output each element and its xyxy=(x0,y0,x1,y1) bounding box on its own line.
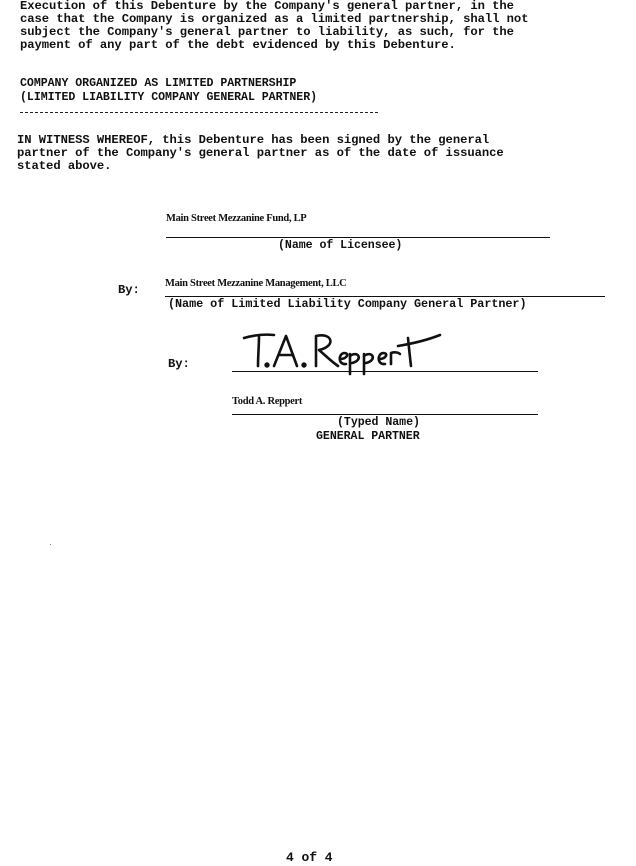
paragraph-line: payment of any part of the debt evidenced by this Debenture. xyxy=(20,38,456,52)
paragraph-line: subject the Company's general partner to liability, as such, for the xyxy=(20,25,514,39)
typed-name-line xyxy=(232,414,538,415)
typed-name: Todd A. Reppert xyxy=(232,396,303,407)
licensee-caption: (Name of Licensee) xyxy=(278,239,403,252)
by-label: By: xyxy=(168,357,190,371)
paragraph-line: stated above. xyxy=(17,159,112,173)
by-label: By: xyxy=(118,283,140,297)
signer-title: GENERAL PARTNER xyxy=(316,430,420,443)
handwritten-signature xyxy=(240,326,445,376)
llc-name: Main Street Mezzanine Management, LLC xyxy=(165,278,347,289)
heading-line: COMPANY ORGANIZED AS LIMITED PARTNERSHIP xyxy=(20,77,297,90)
scan-speck xyxy=(50,544,51,545)
signature-line xyxy=(232,371,538,372)
dashed-divider xyxy=(20,112,378,113)
paragraph-line: IN WITNESS WHEREOF, this Debenture has been signed by the general xyxy=(17,133,490,147)
paragraph-line: case that the Company is organized as a limited partnership, shall not xyxy=(20,12,529,26)
heading-line: (LIMITED LIABILITY COMPANY GENERAL PARTNER) xyxy=(20,91,318,104)
paragraph-line: partner of the Company's general partner as of the date of issuance xyxy=(17,146,504,160)
llc-caption: (Name of Limited Liability Company General Partner) xyxy=(168,297,527,311)
paragraph-line: Execution of this Debenture by the Company's general partner, in the xyxy=(20,0,514,13)
licensee-name: Main Street Mezzanine Fund, LP xyxy=(166,213,307,224)
typed-name-caption: (Typed Name) xyxy=(337,416,420,429)
page-number: 4 of 4 xyxy=(286,850,333,865)
signature-line xyxy=(166,237,550,238)
